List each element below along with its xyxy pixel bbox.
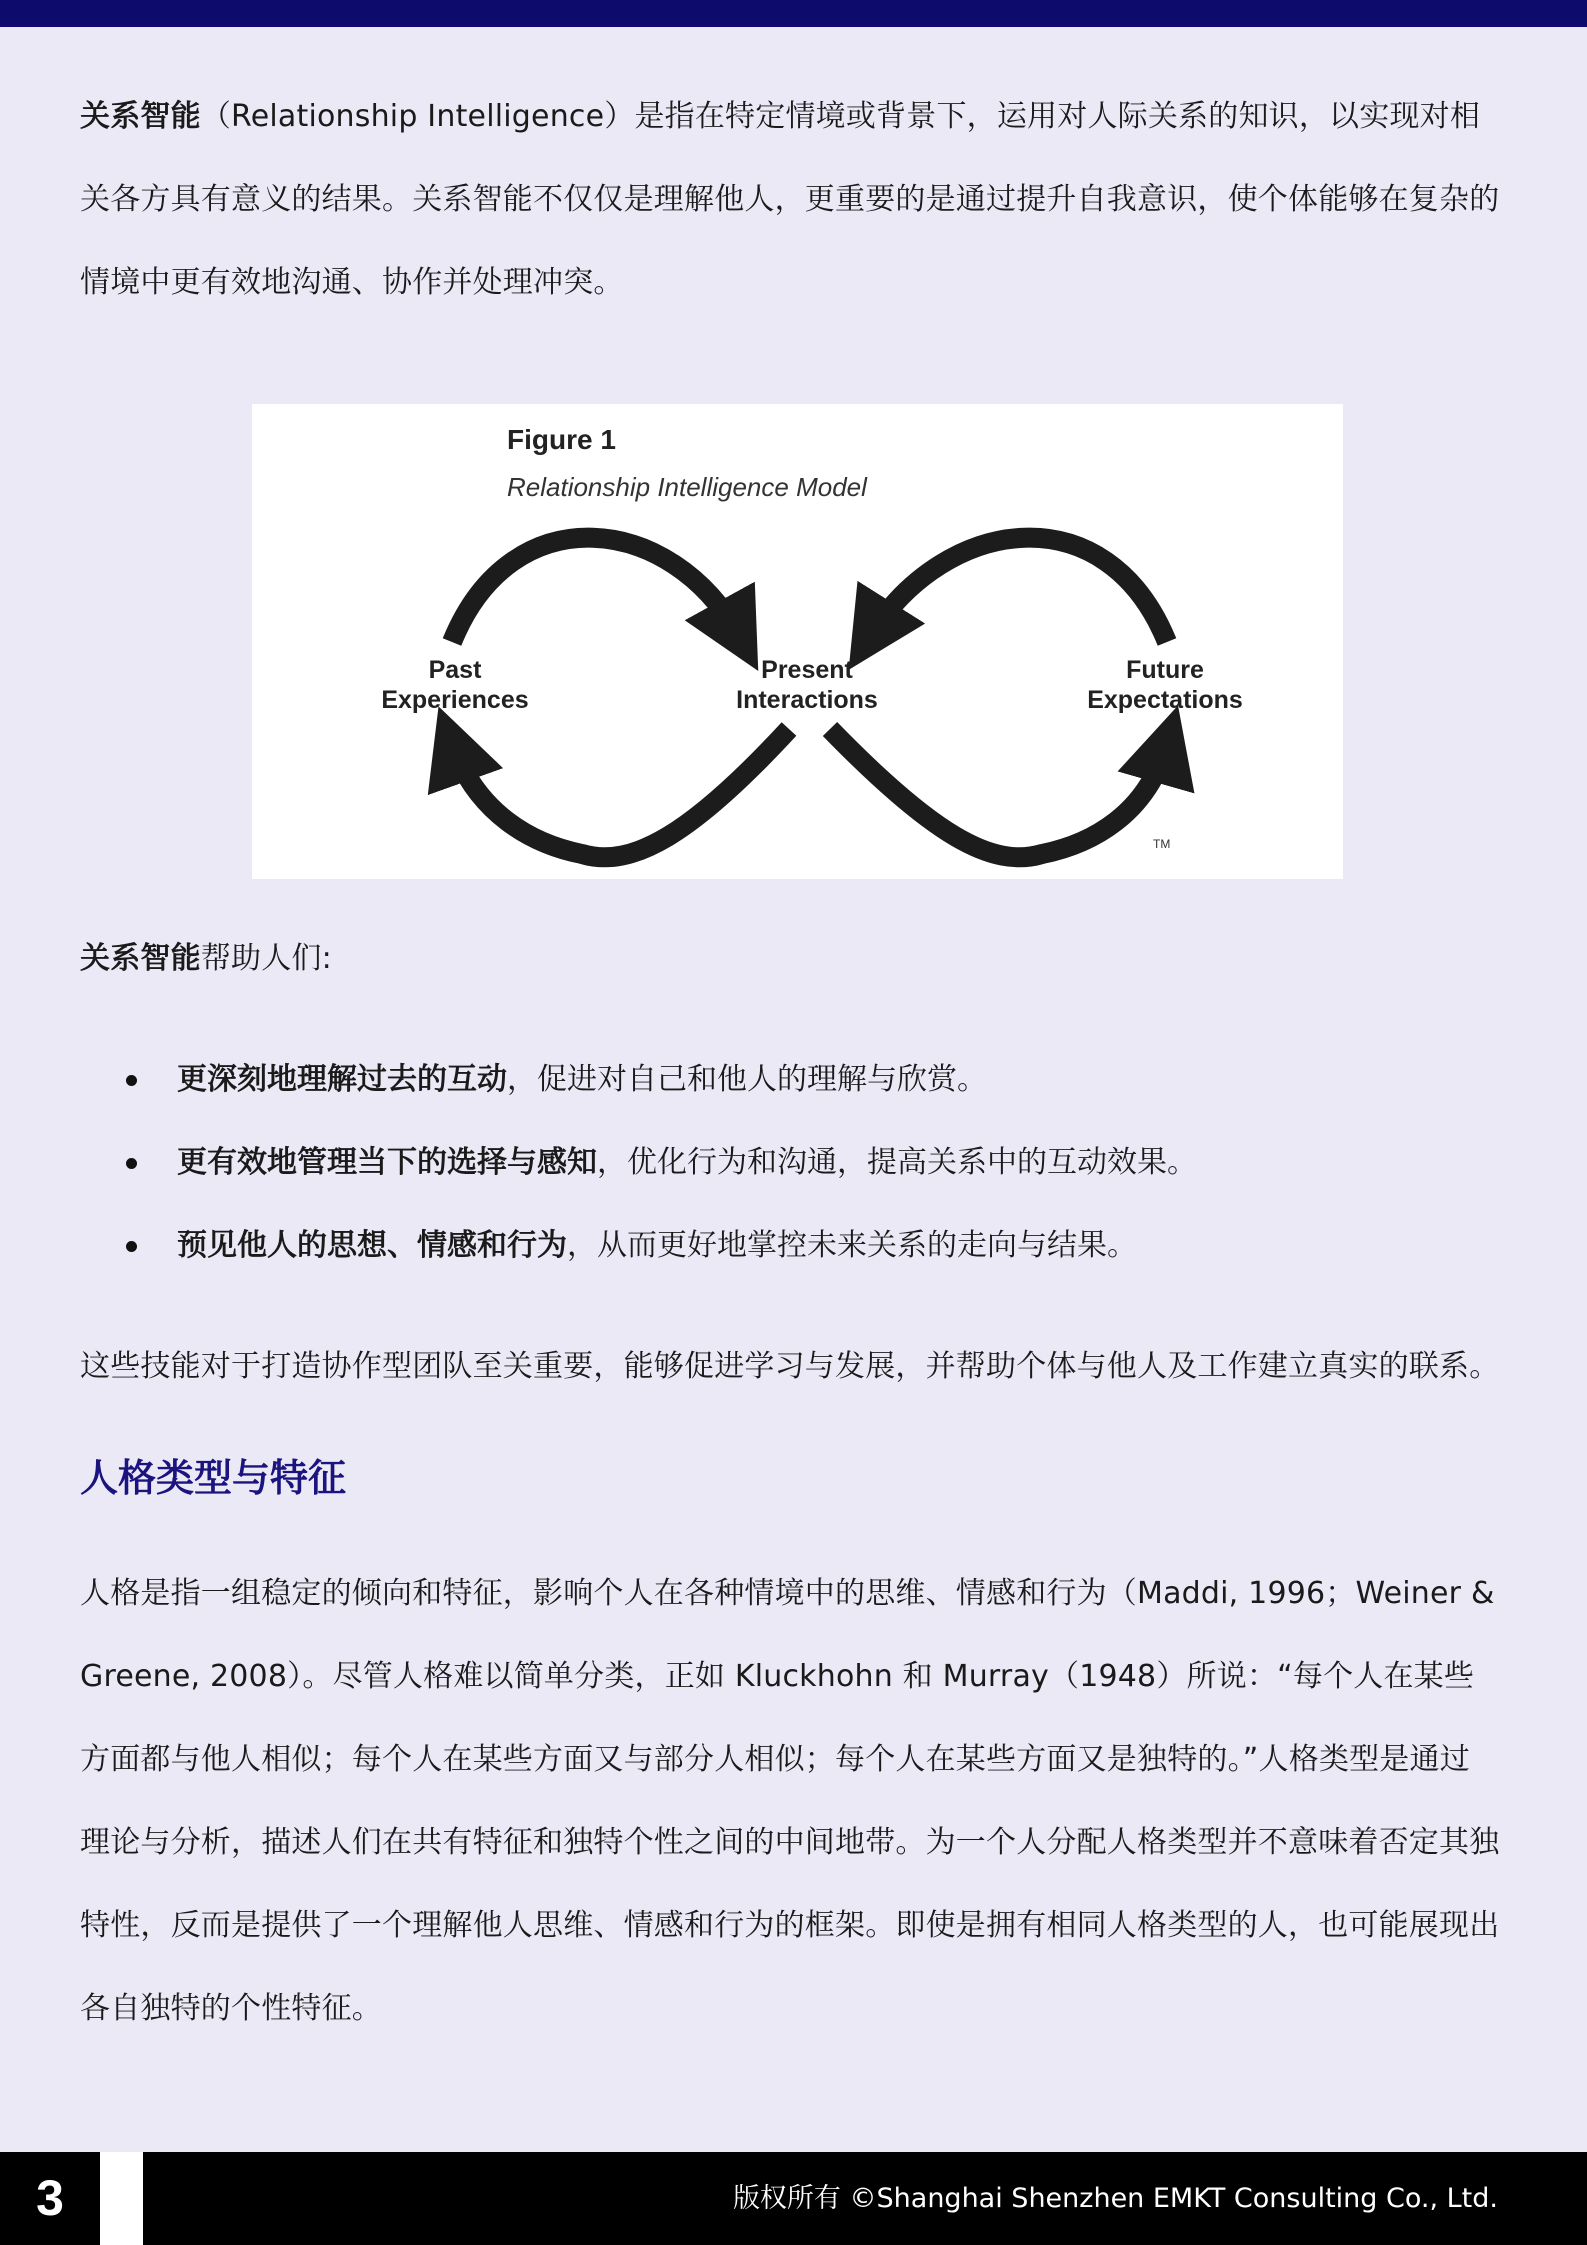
arc-present-to-future [830,729,1167,857]
intro-paragraph [80,75,1500,324]
benefit-list [80,1038,1500,1287]
node-past-line1: Past [428,656,482,684]
list-item [80,1204,1500,1287]
trademark-mark: TM [1153,837,1171,851]
bullet-text: ，促进对自己和他人的理解与欣赏。 [507,1062,987,1097]
figure-diagram [252,404,1343,879]
figure-title: Figure 1 [507,424,616,455]
node-future-line1: Future [1126,656,1204,684]
node-present-line1: Present [761,656,853,684]
bullet-text: ，优化行为和沟通，提高关系中的互动效果。 [597,1145,1197,1180]
relationship-intelligence-figure [252,404,1343,879]
intro-term: 关系智能 [80,99,201,134]
bullet-dot [126,1158,137,1169]
personality-paragraph: 人格是指一组稳定的倾向和特征，影响个人在各种情境中的思维、情感和行为（Maddi, 1996；Weiner & Greene, 2008）。尽管人格难以简单分类，正如 Kluckhohn 和 Murray（1948）所说：“每个人在某些方面都与他人相似；每个人在某些方面又与部分人相似；每个人在某些方面又是独特的。”人格类型是通过理论与分析，描述人们在共有特征和独特个性之间的中间地带。为一个人分配人格类型并不意味着否定其独特性，反而是提供了一个理解他人思维、情感和行为的框架。即使是拥有相同人格类型的人，也可能展现出各自独特的个性特征。 [80,1576,1500,2026]
page-footer [0,2152,1587,2245]
section-heading: 人格类型与特征 [80,1456,347,1500]
document-body [80,75,1500,324]
skills-paragraph: 这些技能对于打造协作型团队至关重要，能够促进学习与发展，并帮助个体与他人及工作建立真实的联系。 [80,1349,1500,1384]
bullet-bold: 更深刻地理解过去的互动 [177,1062,507,1097]
document-body-continued [80,917,1500,2050]
page-number: 3 [36,2170,64,2226]
bullet-bold: 更有效地管理当下的选择与感知 [177,1145,597,1180]
node-future-line2: Expectations [1087,686,1243,714]
list-item [80,1038,1500,1121]
list-item [80,1121,1500,1204]
footer-accent-block [100,2152,143,2245]
helps-term: 关系智能 [80,941,201,976]
node-present-line2: Interactions [736,686,878,714]
bullet-dot [126,1241,137,1252]
intro-text: （Relationship Intelligence）是指在特定情境或背景下，运用对人际关系的知识，以实现对相关各方具有意义的结果。关系智能不仅仅是理解他人，更重要的是通过提升自我意识，使个体能够在复杂的情境中更有效地沟通、协作并处理冲突。 [80,99,1500,300]
figure-subtitle: Relationship Intelligence Model [507,472,867,502]
node-past-line2: Experiences [381,686,529,714]
arc-past-to-present [452,538,739,642]
bullet-text: ，从而更好地掌控未来关系的走向与结果。 [567,1228,1137,1263]
arc-future-to-present [870,538,1167,642]
helps-paragraph [80,917,1500,1000]
copyright-notice: 版权所有 ©Shanghai Shenzhen EMKT Consulting Co., Ltd. [732,2183,1498,2214]
bullet-bold: 预见他人的思想、情感和行为 [177,1228,567,1263]
bullet-dot [126,1075,137,1086]
top-accent-bar [0,0,1587,27]
helps-text: 帮助人们: [200,941,332,976]
arc-present-to-past [452,729,789,857]
